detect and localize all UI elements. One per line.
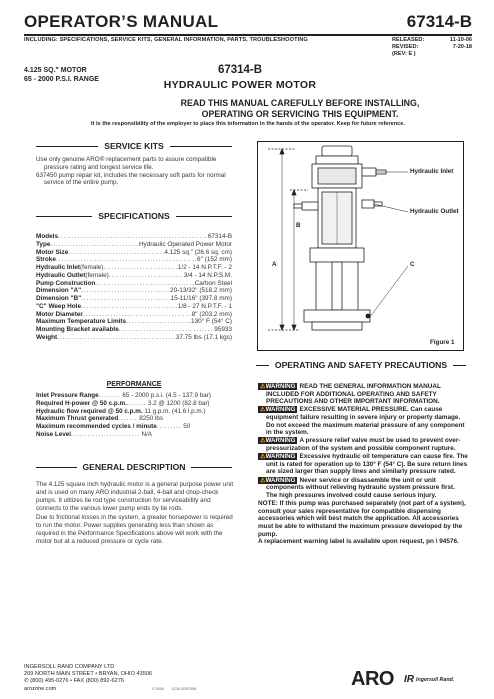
figure-caption: Figure 1 [430,339,455,346]
replacement-label-note: A replacement warning label is available upon request, pn \ 94576. [258,538,459,546]
safety-precautions-list [258,383,468,546]
footer-address [24,664,197,693]
spec-row: Motor Size ..... 4.125 sq." (26.6 sq. cm) [36,249,232,257]
manual-title: OPERATOR’S MANUAL [24,12,219,31]
warning-triangle-icon: ⚠ [260,383,266,390]
manual-subtitle: INCLUDING: SPECIFICATIONS, SERVICE KITS, GENERAL INFORMATION, PARTS, TROUBLESHOOTING [24,37,308,43]
company-website[interactable]: arozone.com [24,685,57,692]
label-hydraulic-inlet: Hydraulic Inlet [410,168,454,175]
ccn-code: CCN 11297008 [171,687,197,691]
service-kits-text [36,156,236,187]
spec-row: Dimension "A" ..... 20-13/32" (518.2 mm) [36,287,232,295]
phone-icon: ✆ [24,678,29,685]
warning-triangle-icon: ⚠ [260,453,266,461]
specifications-list [36,233,232,342]
performance-list [36,392,236,439]
ingersoll-rand-logo [404,674,454,685]
spec-row: Mounting Bracket available ..... 95933 [36,326,232,334]
warning-triangle-icon: ⚠ [260,437,266,445]
spec-row: Motor Diameter ..... 8" (203.2 mm) [36,311,232,319]
spec-row: Weight ..... 37.75 lbs (17.1 kgs) [36,334,232,342]
performance-row: Maximum recommended cycles / minute ......... 50 [36,423,191,430]
general-description-text [36,481,236,546]
performance-row: Inlet Pressure Range ........ 65 - 2000 p.s.i. (4.5 - 137.9 bar) [36,392,211,399]
spec-row: Pump Construction ..... Carbon Steel [36,280,232,288]
read-manual-notice [140,98,460,119]
revision-block [392,37,472,58]
description-paragraph: Due to frictional losses in the system, a greater horsepower is required to run the motor. Power supplies generating less than shown as required in the Performance Specifications above will work with the motor but at a reduced pressure or cycle rate. [36,513,233,545]
aro-logo: ARO [351,668,394,690]
spec-row: "C" Weep Hole ..... 1/8 - 27 N.P.T.F. - 1 [36,303,232,311]
label-dimension-b: B [296,222,301,229]
header-divider [24,34,472,36]
specifications-heading: SPECIFICATIONS [36,211,232,221]
released-value: 11-10-06 [449,37,472,43]
service-kit-item: 637450 pump repair kit, includes the necessary soft parts for normal service of the entire pump. [36,171,226,187]
label-dimension-a: A [272,261,277,268]
performance-row: Noise Level ......................... N/A [36,430,152,438]
spec-row: Hydraulic Outlet (female) ..... 3/4 - 14 N.P.S.M. [36,272,232,280]
ir-mark-icon: IR [404,674,414,685]
warning-item: ⚠WARNING Excessive hydraulic oil temperature can cause fire. The unit is rated for operation up to 130° F (54° C). Be sure return lines are sized larger than supply lines and similarly pressure rated. [260,453,468,476]
manual-model-code: 67314-B [406,12,472,31]
warning-badge: ⚠WARNING [260,406,296,414]
warning-triangle-icon: ⚠ [260,476,266,484]
revised-label: REVISED: [392,44,419,50]
purchase-note: NOTE: If this pump was purchased separately (not part of a system), consult your sales representative for compatible dispensing accessories which will best match the application. All accessories must be able to withstand the maximum pressure developed by the pump. [258,500,466,538]
company-name: INGERSOLL RAND COMPANY LTD [24,664,115,670]
spec-row: Models ..... 67314-B [36,233,232,241]
performance-row: Maximum Thrust generated ....... 8250 lbs [36,415,164,423]
figure-1 [257,141,464,351]
notice-line-1: READ THIS MANUAL CAREFULLY BEFORE INSTALLING, [180,98,420,108]
warning-badge: ⚠WARNING [260,437,296,445]
performance-row: Hydraulic flow required @ 50 c.p.m. 11 g.p.m. (41.6 l.p.m.) [36,407,206,415]
released-label: RELEASED: [392,37,425,43]
warning-badge: ⚠WARNING [260,383,296,390]
warning-badge: ⚠WARNING [260,476,296,484]
warning-item: ⚠WARNING EXCESSIVE MATERIAL PRESSURE. Can cause equipment failure resulting in severe injury or property damage. Do not exceed the maximum material pressure of any component in the system. [260,406,465,437]
spec-row: Maximum Temperature Limits ..... 130° F (54° C) [36,318,232,326]
print-codes [152,686,196,693]
company-address: 209 NORTH MAIN STREET • BRYAN, OHIO 43506 [24,671,153,678]
performance-row: Required H-power @ 50 c.p.m. ....... 3.2 @ 1200 (82.8 bar) [36,399,210,407]
ir-wordmark: Ingersoll Rand. [416,676,455,683]
revision-code: (REV: E ) [392,51,416,57]
spec-row: Stroke ..... 6" (152 mm) [36,256,232,264]
spec-row: Dimension "B" ..... 15-11/16" (397.8 mm) [36,295,232,303]
operating-safety-heading: OPERATING AND SAFETY PRECAUTIONS [256,360,466,370]
company-phone: (800) 495-0276 • FAX (800) 892-6276 [30,678,124,685]
responsibility-statement: It is the responsibility of the employer to place this information in the hands of the operator. Keep for future reference. [91,121,405,127]
general-description-heading: GENERAL DESCRIPTION [36,462,232,472]
description-paragraph: The 4.125 square inch hydraulic motor is a general purpose power unit and is used on many ARO industrial 2-ball, 4-ball and chop-check pumps. It utilizes tie rod type construction for serviceability and connects to the various lower pump ends by tie rods. [36,481,234,512]
service-kits-heading: SERVICE KITS [36,141,232,151]
label-hydraulic-outlet: Hydraulic Outlet [410,208,459,215]
label-dimension-c: C [410,261,415,268]
document-name: HYDRAULIC POWER MOTOR [163,79,317,91]
motor-range-line: 65 - 2000 P.S.I. RANGE [24,76,99,83]
warning-item: ⚠WARNING READ THE GENERAL INFORMATION MANUAL INCLUDED FOR ADDITIONAL OPERATING AND SAFETY PRECAUTIONS AND OTHER IMPORTANT INFORMATION. [260,383,441,406]
document-code: 67314-B [217,64,263,76]
revised-value: 7-20-18 [452,44,472,50]
notice-line-2: OPERATING OR SERVICING THIS EQUIPMENT. [201,108,399,119]
spec-row: Type ..... Hydraulic Operated Power Motor [36,241,232,249]
warning-item: ⚠WARNING Never service or disassemble the unit or unit components without relieving hydraulic system pressure first. The high pressures involved could cause serious injury. [260,476,455,499]
motor-size-line: 4.125 SQ." MOTOR [24,67,87,74]
copyright: © 2018 [152,687,164,691]
warning-triangle-icon: ⚠ [260,406,266,414]
warning-badge: ⚠WARNING [260,453,296,461]
motor-spec-block [24,66,99,84]
spec-row: Hydraulic Inlet (female) ..... 1/2 - 14 N.P.T.F. - 2 [36,264,232,272]
service-kit-item: Use only genuine ARO® replacement parts to assure compatible pressure rating and longest service life. [36,156,217,171]
performance-heading: PERFORMANCE [106,381,162,388]
warning-item: ⚠WARNING A pressure relief valve must be used to prevent over-pressurization of the system and possible component rupture. [260,437,461,452]
